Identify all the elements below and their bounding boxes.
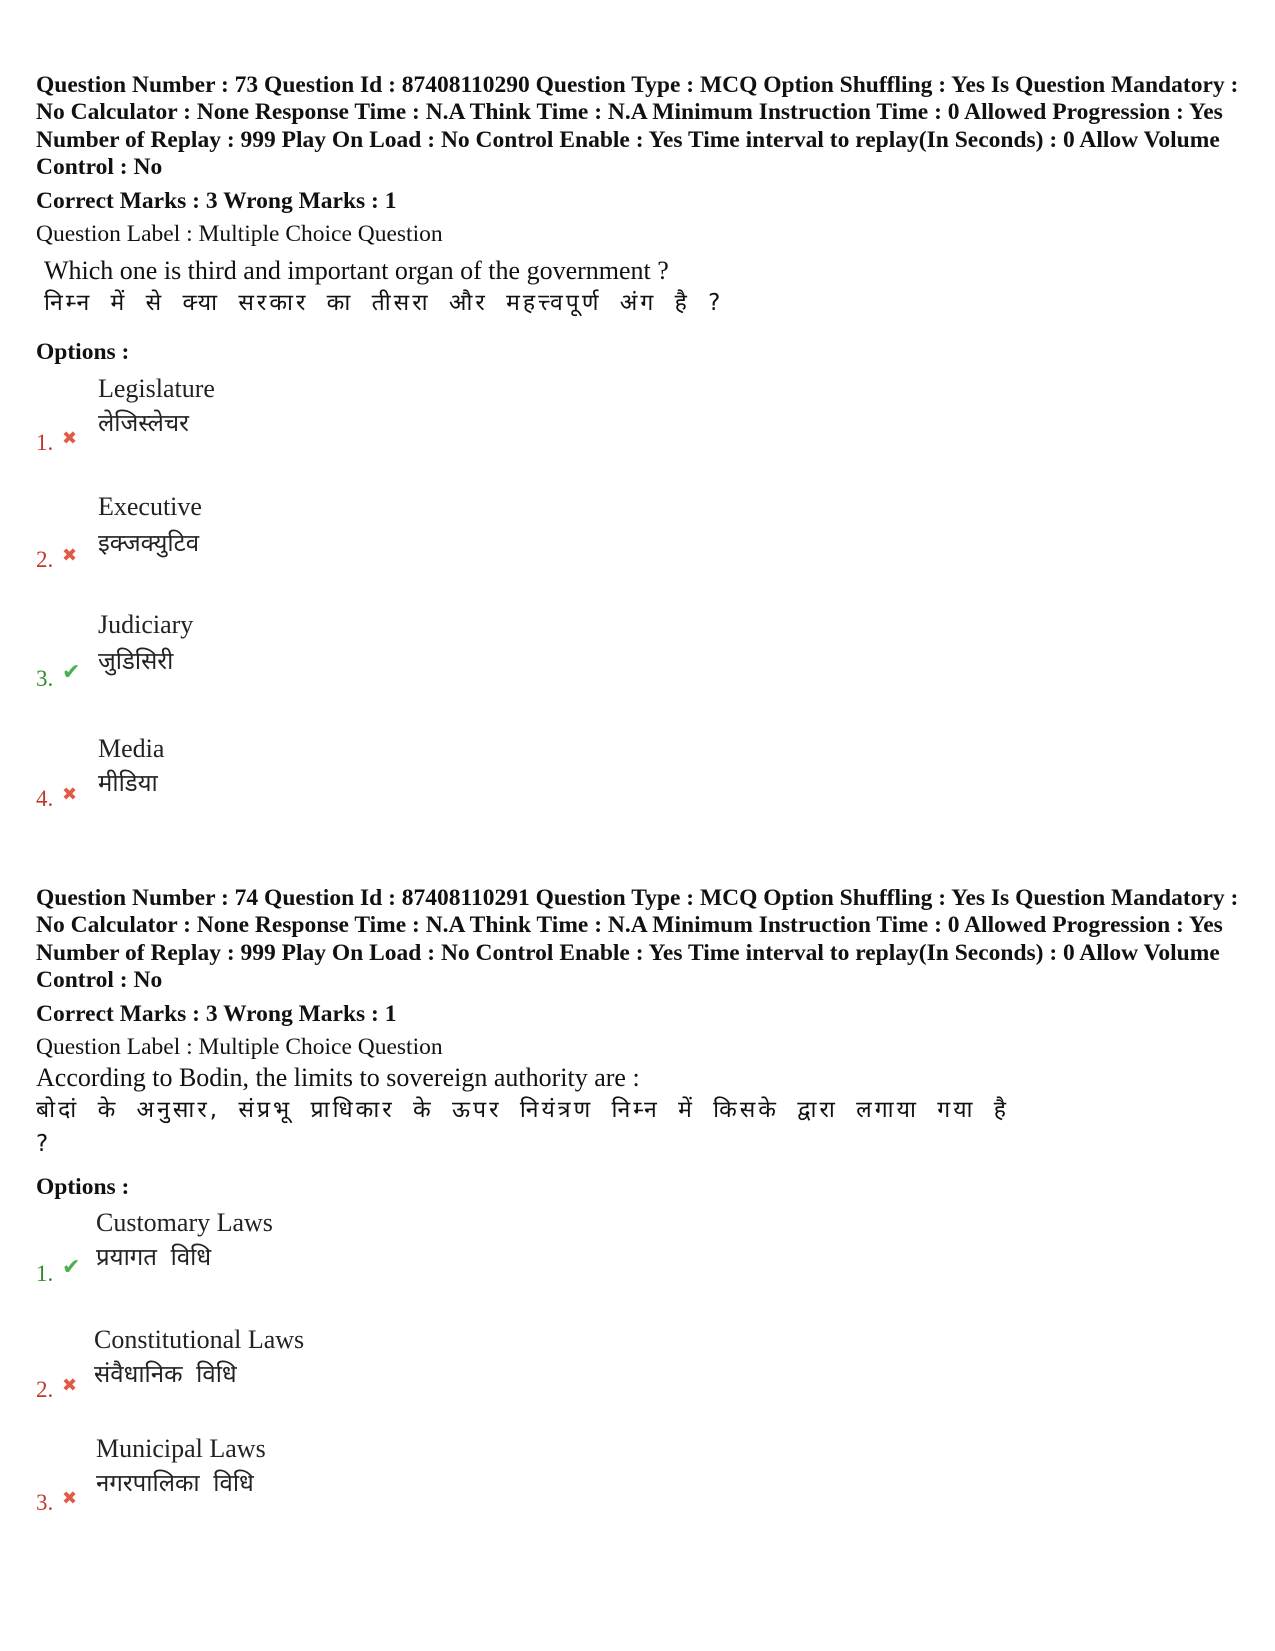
question-text-hindi: निम्न में से क्या सरकार का तीसरा और महत्त्वपूर्ण अंग है ? — [44, 290, 724, 316]
option-text-english: Media — [98, 734, 165, 763]
option-item — [36, 1208, 636, 1308]
question-text-english: Which one is third and important organ of the government ? — [44, 256, 669, 285]
options-heading: Options : — [36, 339, 130, 365]
cross-icon: ✖ — [62, 784, 78, 805]
question-block — [36, 885, 1241, 1061]
question-label: Question Label : Multiple Choice Question — [36, 220, 443, 247]
option-text-english: Municipal Laws — [96, 1434, 266, 1463]
option-item — [36, 372, 636, 472]
option-text-hindi: प्रयागत विधि — [96, 1243, 212, 1271]
option-item — [36, 610, 636, 710]
cross-icon: ✖ — [62, 1375, 78, 1396]
cross-icon: ✖ — [62, 545, 78, 566]
option-text-english: Executive — [98, 492, 202, 521]
option-number: 2. — [36, 547, 54, 572]
question-text-hindi: बोदां के अनुसार, संप्रभू प्राधिकार के ऊपर नियंत्रण निम्न में किसके द्वारा लगाया गया है ? — [36, 1097, 1010, 1157]
option-text-english: Constitutional Laws — [94, 1325, 305, 1354]
option-number: 2. — [36, 1377, 54, 1402]
option-number: 3. — [36, 666, 54, 691]
option-item — [36, 492, 636, 592]
option-text-english: Customary Laws — [96, 1208, 273, 1237]
question-text-english: According to Bodin, the limits to sovereign authority are : — [36, 1063, 640, 1092]
option-text-english: Judiciary — [98, 610, 194, 639]
marks-info: Correct Marks : 3 Wrong Marks : 1 — [36, 187, 397, 214]
option-number: 4. — [36, 786, 54, 811]
options-title — [36, 1174, 1241, 1201]
question-meta: Question Number : 74 Question Id : 87408110291 Question Type : MCQ Option Shuffling : Yes Is Question Mandatory : No Calculator : None Response Time : N.A Think Time : N.A Minimum Instruction Time : 0 Allowed Progression : Yes Number of Replay : 999 Play On Load : No Control Enable : Yes Time interval to replay(In Seconds) : 0 Allow Volume Control : No — [36, 885, 1239, 994]
question-block — [36, 72, 1241, 248]
option-text-hindi: लेजिस्लेचर — [98, 409, 189, 437]
option-list — [36, 372, 1241, 812]
cross-icon: ✖ — [62, 1488, 78, 1509]
option-text-hindi: जुडिसिरी — [98, 647, 174, 675]
option-number: 1. — [36, 1261, 54, 1286]
option-text-hindi: नगरपालिका विधि — [96, 1469, 254, 1497]
option-item — [36, 1325, 636, 1425]
question-text — [44, 256, 1249, 320]
option-item — [36, 1434, 636, 1534]
options-title — [36, 339, 1241, 366]
options-heading: Options : — [36, 1174, 130, 1200]
check-icon: ✔ — [62, 660, 81, 685]
question-label: Question Label : Multiple Choice Question — [36, 1033, 443, 1060]
option-text-hindi: मीडिया — [98, 769, 158, 797]
question-text — [36, 1063, 1036, 1161]
cross-icon: ✖ — [62, 428, 78, 449]
marks-info: Correct Marks : 3 Wrong Marks : 1 — [36, 1000, 397, 1027]
check-icon: ✔ — [62, 1255, 81, 1280]
option-list — [36, 1208, 1241, 1528]
option-text-hindi: संवैधानिक विधि — [94, 1360, 237, 1388]
option-text-english: Legislature — [98, 374, 215, 403]
question-meta: Question Number : 73 Question Id : 87408110290 Question Type : MCQ Option Shuffling : Yes Is Question Mandatory : No Calculator : None Response Time : N.A Think Time : N.A Minimum Instruction Time : 0 Allowed Progression : Yes Number of Replay : 999 Play On Load : No Control Enable : Yes Time interval to replay(In Seconds) : 0 Allow Volume Control : No — [36, 72, 1239, 181]
option-item — [36, 734, 636, 834]
option-text-hindi: इक्जक्युटिव — [98, 529, 200, 557]
option-number: 1. — [36, 430, 54, 455]
option-number: 3. — [36, 1490, 54, 1515]
